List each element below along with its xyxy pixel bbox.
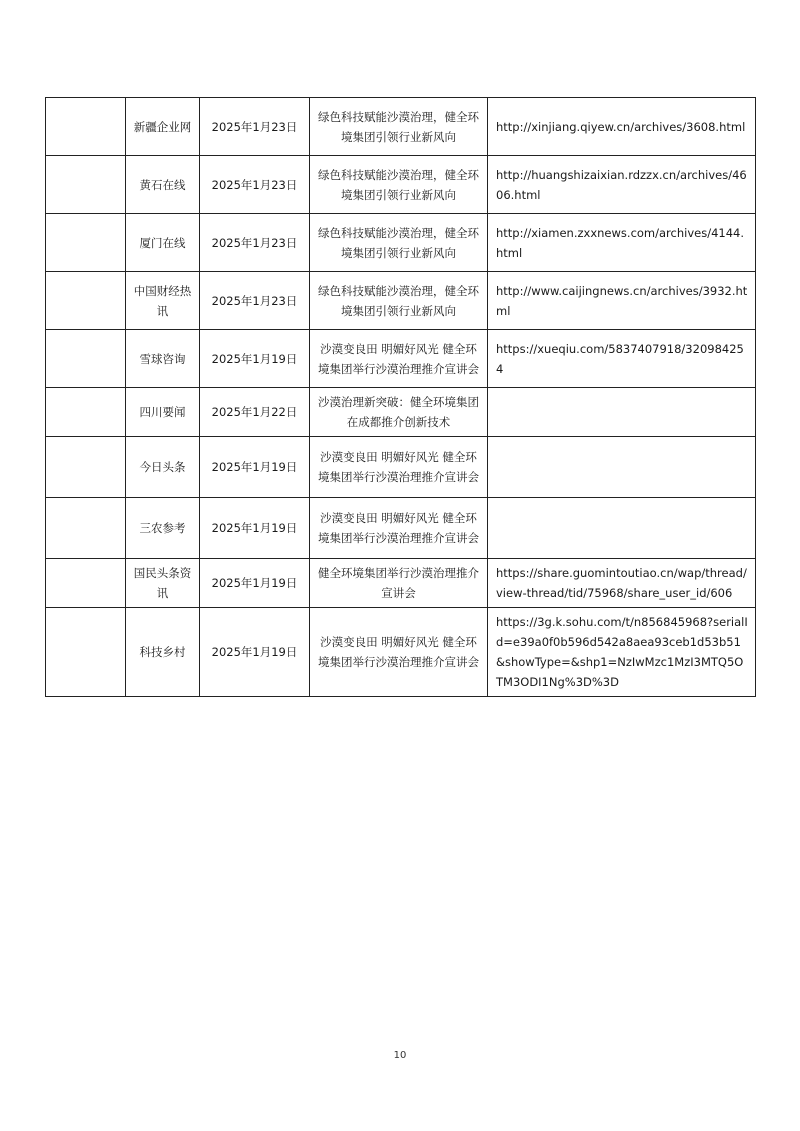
article-title-cell: 绿色科技赋能沙漠治理，健全环境集团引领行业新风向 [310, 214, 488, 272]
table-row [46, 272, 756, 330]
media-name-cell: 雪球咨询 [126, 330, 200, 388]
article-title-cell: 绿色科技赋能沙漠治理，健全环境集团引领行业新风向 [310, 272, 488, 330]
article-title-cell: 沙漠变良田 明媚好风光 健全环境集团举行沙漠治理推介宣讲会 [310, 330, 488, 388]
group-cell [46, 214, 126, 272]
group-cell [46, 559, 126, 608]
publish-date-cell: 2025年1月19日 [200, 559, 310, 608]
group-cell [46, 388, 126, 437]
media-coverage-table [45, 97, 756, 697]
article-url-cell[interactable]: http://huangshizaixian.rdzzx.cn/archives/4606.html [488, 156, 756, 214]
table-row [46, 559, 756, 608]
media-name-cell: 厦门在线 [126, 214, 200, 272]
table-row [46, 437, 756, 498]
article-title-cell: 沙漠变良田 明媚好风光 健全环境集团举行沙漠治理推介宣讲会 [310, 498, 488, 559]
publish-date-cell: 2025年1月23日 [200, 156, 310, 214]
table-row [46, 98, 756, 156]
group-cell [46, 498, 126, 559]
group-cell [46, 608, 126, 697]
article-url-cell[interactable]: https://share.guomintoutiao.cn/wap/thread/view-thread/tid/75968/share_user_id/606 [488, 559, 756, 608]
group-cell [46, 98, 126, 156]
table-row [46, 156, 756, 214]
article-title-cell: 绿色科技赋能沙漠治理，健全环境集团引领行业新风向 [310, 98, 488, 156]
article-url-cell [488, 498, 756, 559]
article-title-cell: 绿色科技赋能沙漠治理，健全环境集团引领行业新风向 [310, 156, 488, 214]
article-url-cell [488, 437, 756, 498]
article-url-cell[interactable]: http://xinjiang.qiyew.cn/archives/3608.html [488, 98, 756, 156]
article-title-cell: 健全环境集团举行沙漠治理推介宣讲会 [310, 559, 488, 608]
article-title-cell: 沙漠变良田 明媚好风光 健全环境集团举行沙漠治理推介宣讲会 [310, 437, 488, 498]
media-name-cell: 新疆企业网 [126, 98, 200, 156]
article-url-cell[interactable]: http://www.caijingnews.cn/archives/3932.html [488, 272, 756, 330]
media-name-cell: 四川要闻 [126, 388, 200, 437]
media-name-cell: 三农参考 [126, 498, 200, 559]
article-url-cell[interactable]: https://3g.k.sohu.com/t/n856845968?serialId=e39a0f0b596d542a8aea93ceb1d53b51&showType=&shp1=NzIwMzc1MzI3MTQ5OTM3ODI1Ng%3D%3D [488, 608, 756, 697]
table-row [46, 498, 756, 559]
table-row [46, 608, 756, 697]
group-cell [46, 437, 126, 498]
publish-date-cell: 2025年1月19日 [200, 608, 310, 697]
table-body [46, 98, 756, 697]
publish-date-cell: 2025年1月19日 [200, 330, 310, 388]
article-url-cell[interactable]: https://xueqiu.com/5837407918/320984254 [488, 330, 756, 388]
article-url-cell [488, 388, 756, 437]
media-name-cell: 黄石在线 [126, 156, 200, 214]
publish-date-cell: 2025年1月19日 [200, 498, 310, 559]
article-title-cell: 沙漠变良田 明媚好风光 健全环境集团举行沙漠治理推介宣讲会 [310, 608, 488, 697]
table-row [46, 330, 756, 388]
publish-date-cell: 2025年1月23日 [200, 214, 310, 272]
publish-date-cell: 2025年1月22日 [200, 388, 310, 437]
publish-date-cell: 2025年1月23日 [200, 272, 310, 330]
publish-date-cell: 2025年1月19日 [200, 437, 310, 498]
media-name-cell: 国民头条资讯 [126, 559, 200, 608]
page-number: 10 [393, 1050, 407, 1061]
publish-date-cell: 2025年1月23日 [200, 98, 310, 156]
table-row [46, 214, 756, 272]
media-name-cell: 今日头条 [126, 437, 200, 498]
table-row [46, 388, 756, 437]
group-cell [46, 272, 126, 330]
article-title-cell: 沙漠治理新突破：健全环境集团在成都推介创新技术 [310, 388, 488, 437]
article-url-cell[interactable]: http://xiamen.zxxnews.com/archives/4144.html [488, 214, 756, 272]
group-cell [46, 330, 126, 388]
media-name-cell: 科技乡村 [126, 608, 200, 697]
group-cell [46, 156, 126, 214]
media-name-cell: 中国财经热讯 [126, 272, 200, 330]
